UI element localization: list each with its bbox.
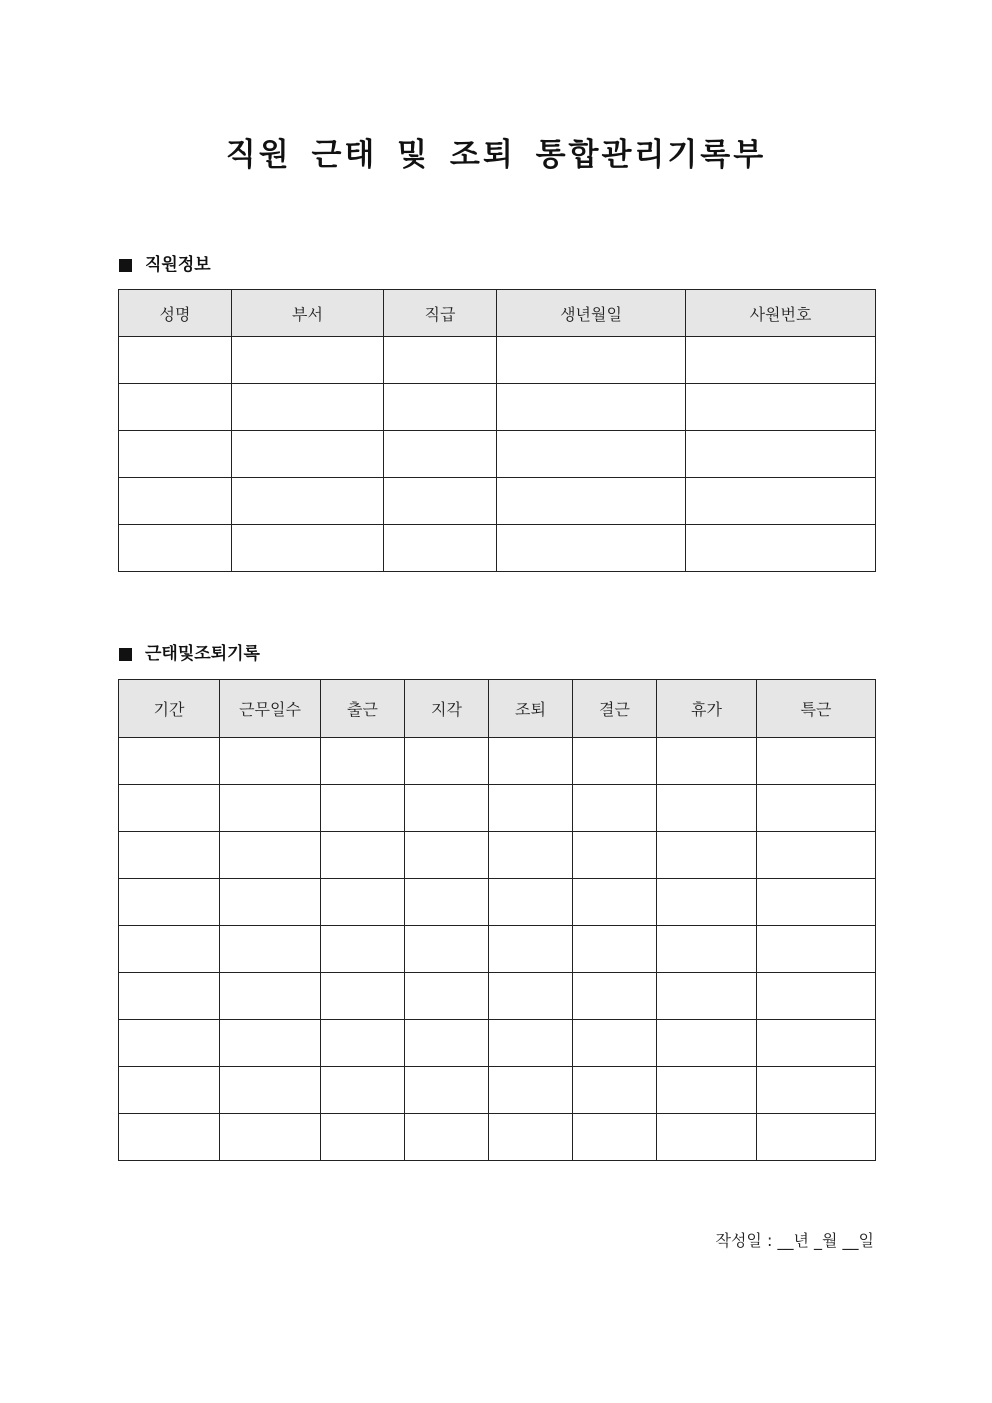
table-cell[interactable]	[119, 1067, 220, 1114]
column-header-employee-number: 사원번호	[686, 290, 876, 337]
table-cell[interactable]	[573, 785, 657, 832]
table-cell[interactable]	[573, 1067, 657, 1114]
table-cell[interactable]	[321, 1067, 405, 1114]
table-cell[interactable]	[119, 973, 220, 1020]
table-cell[interactable]	[489, 1020, 573, 1067]
square-bullet-icon	[119, 648, 132, 661]
table-cell[interactable]	[573, 832, 657, 879]
table-cell[interactable]	[757, 785, 876, 832]
table-cell[interactable]	[220, 879, 321, 926]
table-cell[interactable]	[119, 738, 220, 785]
table-cell[interactable]	[220, 1114, 321, 1161]
table-cell[interactable]	[119, 337, 232, 384]
table-row	[119, 973, 876, 1020]
table-cell[interactable]	[686, 478, 876, 525]
section-heading-attendance	[119, 642, 260, 666]
table-cell[interactable]	[757, 1114, 876, 1161]
table-cell[interactable]	[384, 384, 497, 431]
table-cell[interactable]	[497, 525, 686, 572]
column-header-name: 성명	[119, 290, 232, 337]
table-cell[interactable]	[220, 926, 321, 973]
square-bullet-icon	[119, 259, 132, 272]
table-cell[interactable]	[232, 431, 384, 478]
table-row	[119, 431, 876, 478]
column-header-department: 부서	[232, 290, 384, 337]
table-cell[interactable]	[119, 1114, 220, 1161]
table-header-row	[119, 290, 876, 337]
table-cell[interactable]	[405, 785, 489, 832]
table-row	[119, 478, 876, 525]
table-cell[interactable]	[686, 337, 876, 384]
table-cell[interactable]	[657, 1067, 757, 1114]
table-cell[interactable]	[220, 738, 321, 785]
written-date: 작성일 : __년 _월 __일	[715, 1231, 874, 1250]
table-cell[interactable]	[573, 973, 657, 1020]
table-cell[interactable]	[119, 384, 232, 431]
table-cell[interactable]	[757, 973, 876, 1020]
table-row	[119, 832, 876, 879]
table-cell[interactable]	[573, 1114, 657, 1161]
table-cell[interactable]	[757, 926, 876, 973]
section-heading-employee-info	[119, 253, 211, 277]
table-cell[interactable]	[321, 1114, 405, 1161]
table-cell[interactable]	[573, 1020, 657, 1067]
table-cell[interactable]	[405, 738, 489, 785]
table-cell[interactable]	[321, 738, 405, 785]
table-cell[interactable]	[119, 832, 220, 879]
table-cell[interactable]	[757, 738, 876, 785]
table-cell[interactable]	[757, 1067, 876, 1114]
table-cell[interactable]	[489, 1067, 573, 1114]
table-row	[119, 738, 876, 785]
column-header-absence: 결근	[573, 680, 657, 738]
table-cell[interactable]	[686, 525, 876, 572]
table-cell[interactable]	[657, 926, 757, 973]
section-heading-label: 근태및조퇴기록	[145, 644, 260, 664]
table-cell[interactable]	[220, 832, 321, 879]
table-cell[interactable]	[405, 926, 489, 973]
table-cell[interactable]	[405, 879, 489, 926]
table-cell[interactable]	[119, 1020, 220, 1067]
table-cell[interactable]	[497, 337, 686, 384]
table-cell[interactable]	[232, 525, 384, 572]
table-cell[interactable]	[220, 973, 321, 1020]
table-cell[interactable]	[405, 1020, 489, 1067]
attendance-table	[118, 679, 876, 1161]
table-cell[interactable]	[573, 738, 657, 785]
table-cell[interactable]	[405, 1067, 489, 1114]
column-header-attendance: 출근	[321, 680, 405, 738]
table-cell[interactable]	[573, 879, 657, 926]
table-cell[interactable]	[757, 832, 876, 879]
column-header-early-leave: 조퇴	[489, 680, 573, 738]
table-cell[interactable]	[232, 384, 384, 431]
table-cell[interactable]	[657, 973, 757, 1020]
table-header-row	[119, 680, 876, 738]
table-cell[interactable]	[232, 478, 384, 525]
table-cell[interactable]	[119, 431, 232, 478]
table-cell[interactable]	[686, 384, 876, 431]
column-header-period: 기간	[119, 680, 220, 738]
table-cell[interactable]	[573, 926, 657, 973]
column-header-birthdate: 생년월일	[497, 290, 686, 337]
table-cell[interactable]	[220, 785, 321, 832]
table-cell[interactable]	[405, 973, 489, 1020]
table-row	[119, 926, 876, 973]
table-cell[interactable]	[757, 879, 876, 926]
column-header-workdays: 근무일수	[220, 680, 321, 738]
table-cell[interactable]	[384, 525, 497, 572]
table-cell[interactable]	[119, 525, 232, 572]
table-row	[119, 1020, 876, 1067]
column-header-vacation: 휴가	[657, 680, 757, 738]
table-cell[interactable]	[497, 478, 686, 525]
table-cell[interactable]	[384, 337, 497, 384]
table-cell[interactable]	[321, 785, 405, 832]
table-row	[119, 337, 876, 384]
table-cell[interactable]	[119, 879, 220, 926]
table-cell[interactable]	[405, 1114, 489, 1161]
table-cell[interactable]	[321, 926, 405, 973]
table-cell[interactable]	[757, 1020, 876, 1067]
table-cell[interactable]	[489, 832, 573, 879]
table-cell[interactable]	[657, 832, 757, 879]
table-cell[interactable]	[657, 1020, 757, 1067]
column-header-late: 지각	[405, 680, 489, 738]
table-cell[interactable]	[220, 1067, 321, 1114]
document-title: 직원 근태 및 조퇴 통합관리기록부	[225, 137, 767, 173]
table-cell[interactable]	[220, 1020, 321, 1067]
table-row	[119, 785, 876, 832]
table-cell[interactable]	[119, 478, 232, 525]
table-cell[interactable]	[405, 832, 489, 879]
table-row	[119, 1114, 876, 1161]
column-header-position: 직급	[384, 290, 497, 337]
section-heading-label: 직원정보	[145, 255, 211, 275]
table-cell[interactable]	[384, 431, 497, 478]
table-cell[interactable]	[686, 431, 876, 478]
table-cell[interactable]	[657, 879, 757, 926]
table-cell[interactable]	[119, 785, 220, 832]
table-cell[interactable]	[489, 1114, 573, 1161]
table-cell[interactable]	[657, 1114, 757, 1161]
table-cell[interactable]	[657, 738, 757, 785]
table-cell[interactable]	[321, 832, 405, 879]
table-cell[interactable]	[321, 1020, 405, 1067]
table-row	[119, 525, 876, 572]
table-cell[interactable]	[497, 384, 686, 431]
column-header-overtime: 특근	[757, 680, 876, 738]
table-cell[interactable]	[489, 926, 573, 973]
employee-info-table	[118, 289, 876, 572]
table-cell[interactable]	[119, 926, 220, 973]
table-cell[interactable]	[657, 785, 757, 832]
table-row	[119, 384, 876, 431]
table-cell[interactable]	[232, 337, 384, 384]
table-cell[interactable]	[321, 879, 405, 926]
table-cell[interactable]	[489, 785, 573, 832]
table-cell[interactable]	[321, 973, 405, 1020]
table-cell[interactable]	[489, 738, 573, 785]
table-cell[interactable]	[384, 478, 497, 525]
table-row	[119, 1067, 876, 1114]
table-cell[interactable]	[489, 973, 573, 1020]
table-cell[interactable]	[489, 879, 573, 926]
table-cell[interactable]	[497, 431, 686, 478]
table-row	[119, 879, 876, 926]
